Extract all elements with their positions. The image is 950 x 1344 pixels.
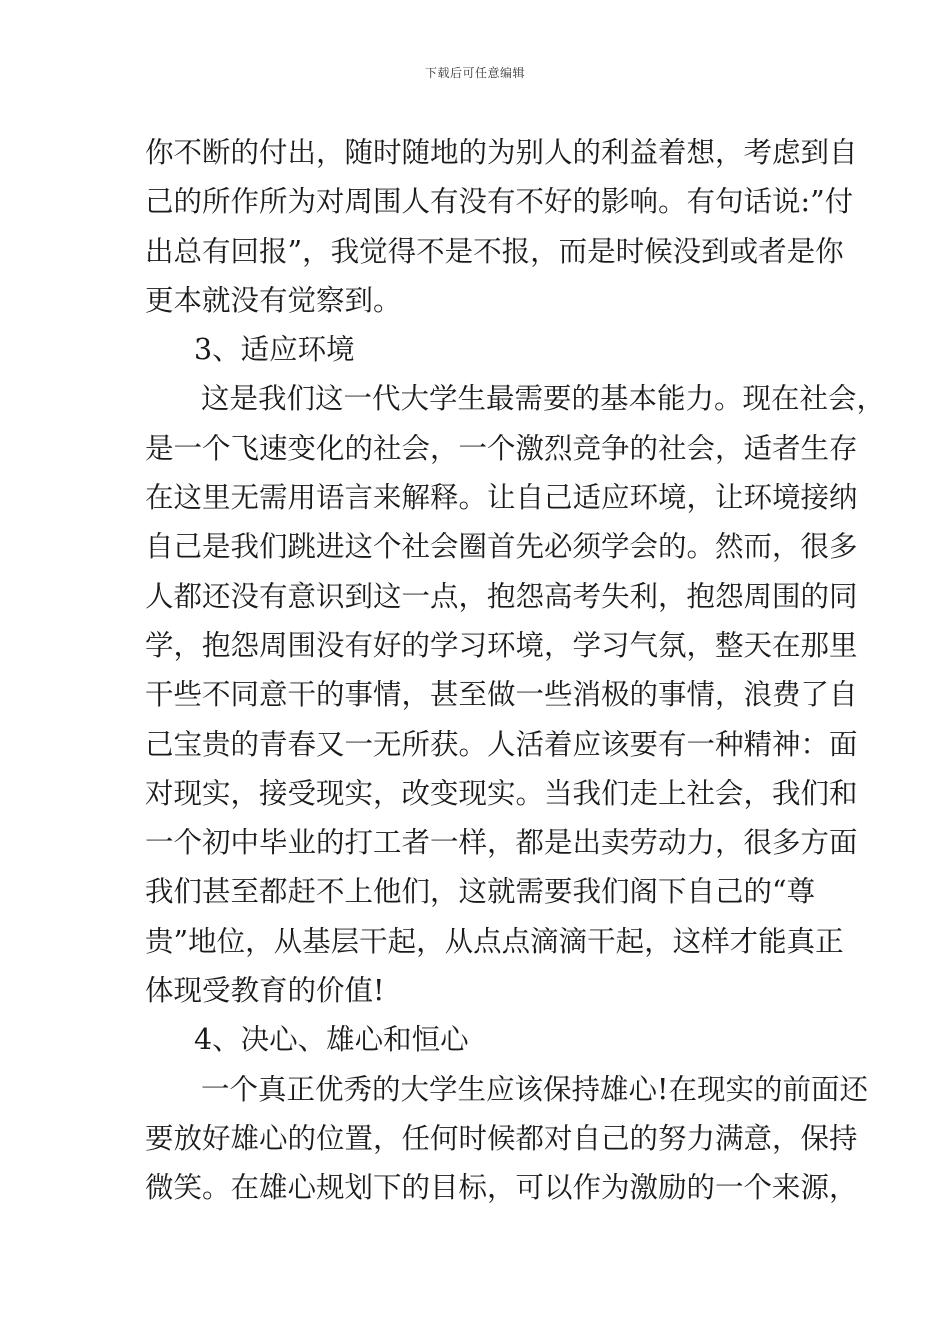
text-line: 要放好雄心的位置，任何时候都对自己的努力满意，保持 (145, 1121, 858, 1155)
text-line: 学，抱怨周围没有好的学习环境，学习气氛，整天在那里 (145, 628, 858, 662)
page-header: 下载后可任意编辑 (424, 66, 525, 80)
text-line: 人都还没有意识到这一点，抱怨高考失利，抱怨周围的同 (145, 579, 858, 613)
text-line: 你不断的付出，随时随地的为别人的利益着想，考虑到自 (145, 136, 858, 169)
text-line: 干些不同意干的事情，甚至做一些消极的事情，浪费了自 (145, 678, 858, 712)
text-line: 自己是我们跳进这个社会圈首先必须学会的。然而，很多 (145, 530, 858, 564)
text-line: 一个真正优秀的大学生应该保持雄心!在现实的前面还 (201, 1072, 868, 1106)
section-heading: 3、适应环境 (194, 333, 355, 367)
text-line: 己的所作所为对周围人有没有不好的影响。有句话说:”付 (145, 185, 854, 219)
text-line: 对现实，接受现实，改变现实。当我们走上社会，我们和 (145, 776, 858, 810)
document-body (145, 128, 886, 1213)
text-line: 微笑。在雄心规划下的目标，可以作为激励的一个来源， (145, 1171, 858, 1205)
text-line: 体现受教育的价值! (145, 974, 385, 1008)
text-line: 更本就没有觉察到。 (145, 283, 402, 317)
text-line: 我们甚至都赶不上他们，这就需要我们阁下自己的“尊 (145, 875, 816, 909)
text-line: 是一个飞速变化的社会，一个激烈竞争的社会，适者生存 (145, 431, 858, 465)
text-line: 一个初中毕业的打工者一样，都是出卖劳动力，很多方面 (145, 826, 858, 860)
section-heading: 4、决心、雄心和恒心 (194, 1023, 469, 1057)
text-line: 这是我们这一代大学生最需要的基本能力。现在社会， (201, 382, 886, 416)
text-line: 己宝贵的青春又一无所获。人活着应该要有一种精神：面 (145, 727, 858, 761)
text-line: 贵”地位，从基层干起，从点点滴滴干起，这样才能真正 (145, 924, 844, 958)
text-line: 在这里无需用语言来解释。让自己适应环境，让环境接纳 (145, 481, 858, 515)
text-line: 出总有回报”，我觉得不是不报，而是时候没到或者是你 (145, 234, 844, 268)
